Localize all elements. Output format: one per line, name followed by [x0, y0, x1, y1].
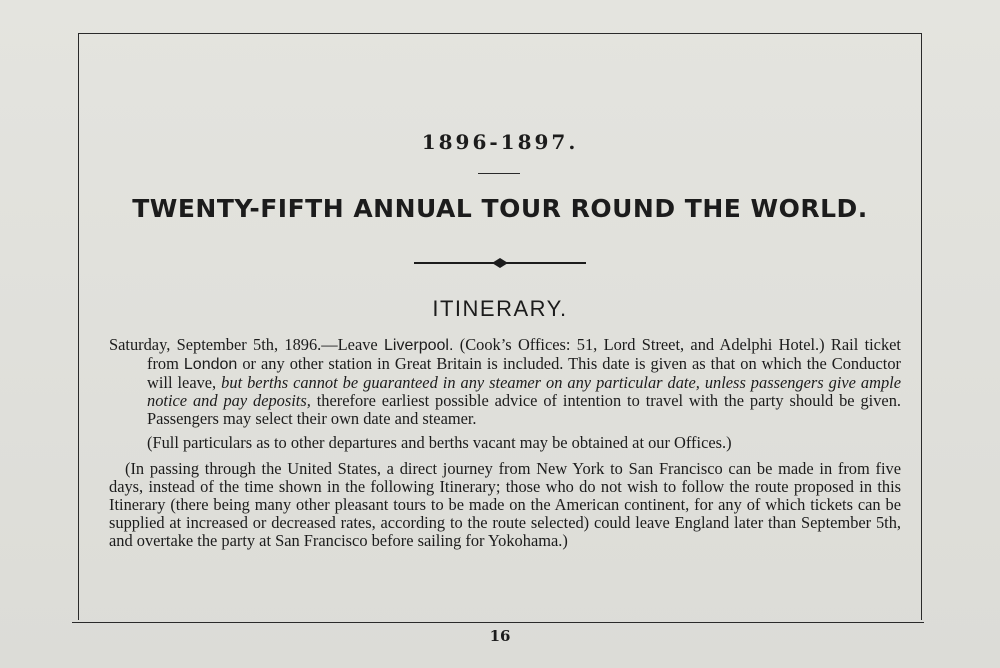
rail-text: or any other station in Great Britain is included. This date is given as that on which the Conductor will leave,: [147, 354, 901, 392]
short-divider: [478, 173, 520, 174]
berths-note: but berths cannot be guaranteed in any steamer on any particular date, unless passengers give ample notice and pay deposits,: [147, 373, 901, 410]
closing-text: therefore earliest possible advice of intention to travel with the party should be given. Passengers may select their own date and steamer.: [147, 391, 901, 428]
page-number: 16: [489, 627, 511, 645]
london-text: London: [183, 356, 238, 373]
departure-date: Saturday, September 5th, 1896.—Leave: [109, 335, 378, 354]
particulars-paragraph: (Full particulars as to other departures and berths vacant may be obtained at our Offices.): [147, 433, 732, 452]
itinerary-body: [109, 336, 901, 550]
diamond-rule-ornament: [414, 257, 586, 269]
bottom-rule: [72, 622, 924, 623]
page-title: TWENTY-FIFTH ANNUAL TOUR ROUND THE WORLD.: [132, 194, 868, 223]
united-states-paragraph: (In passing through the United States, a direct journey from New York to San Francisco can be made in from five days, instead of the time shown in the following Itinerary; those who do not wish to follow the route proposed in this Itinerary (there being many other pleasant tours to be made on the American continent, for any of which tickets can be supplied at increased or decreased rates, according to the route selected) could leave England later than September 5th, and overtake the party at San Francisco before sailing for Yokohama.): [109, 459, 901, 550]
departure-paragraph: [109, 336, 901, 428]
page-frame: [78, 33, 922, 620]
tour-years: 1896-1897.: [421, 130, 579, 154]
departure-city: Liverpool.: [384, 337, 454, 354]
section-heading: ITINERARY.: [432, 296, 568, 321]
offices-text: (Cook’s Offices: 51, Lord Street, and Adelphi Hotel.) Rail ticket from: [147, 335, 901, 373]
